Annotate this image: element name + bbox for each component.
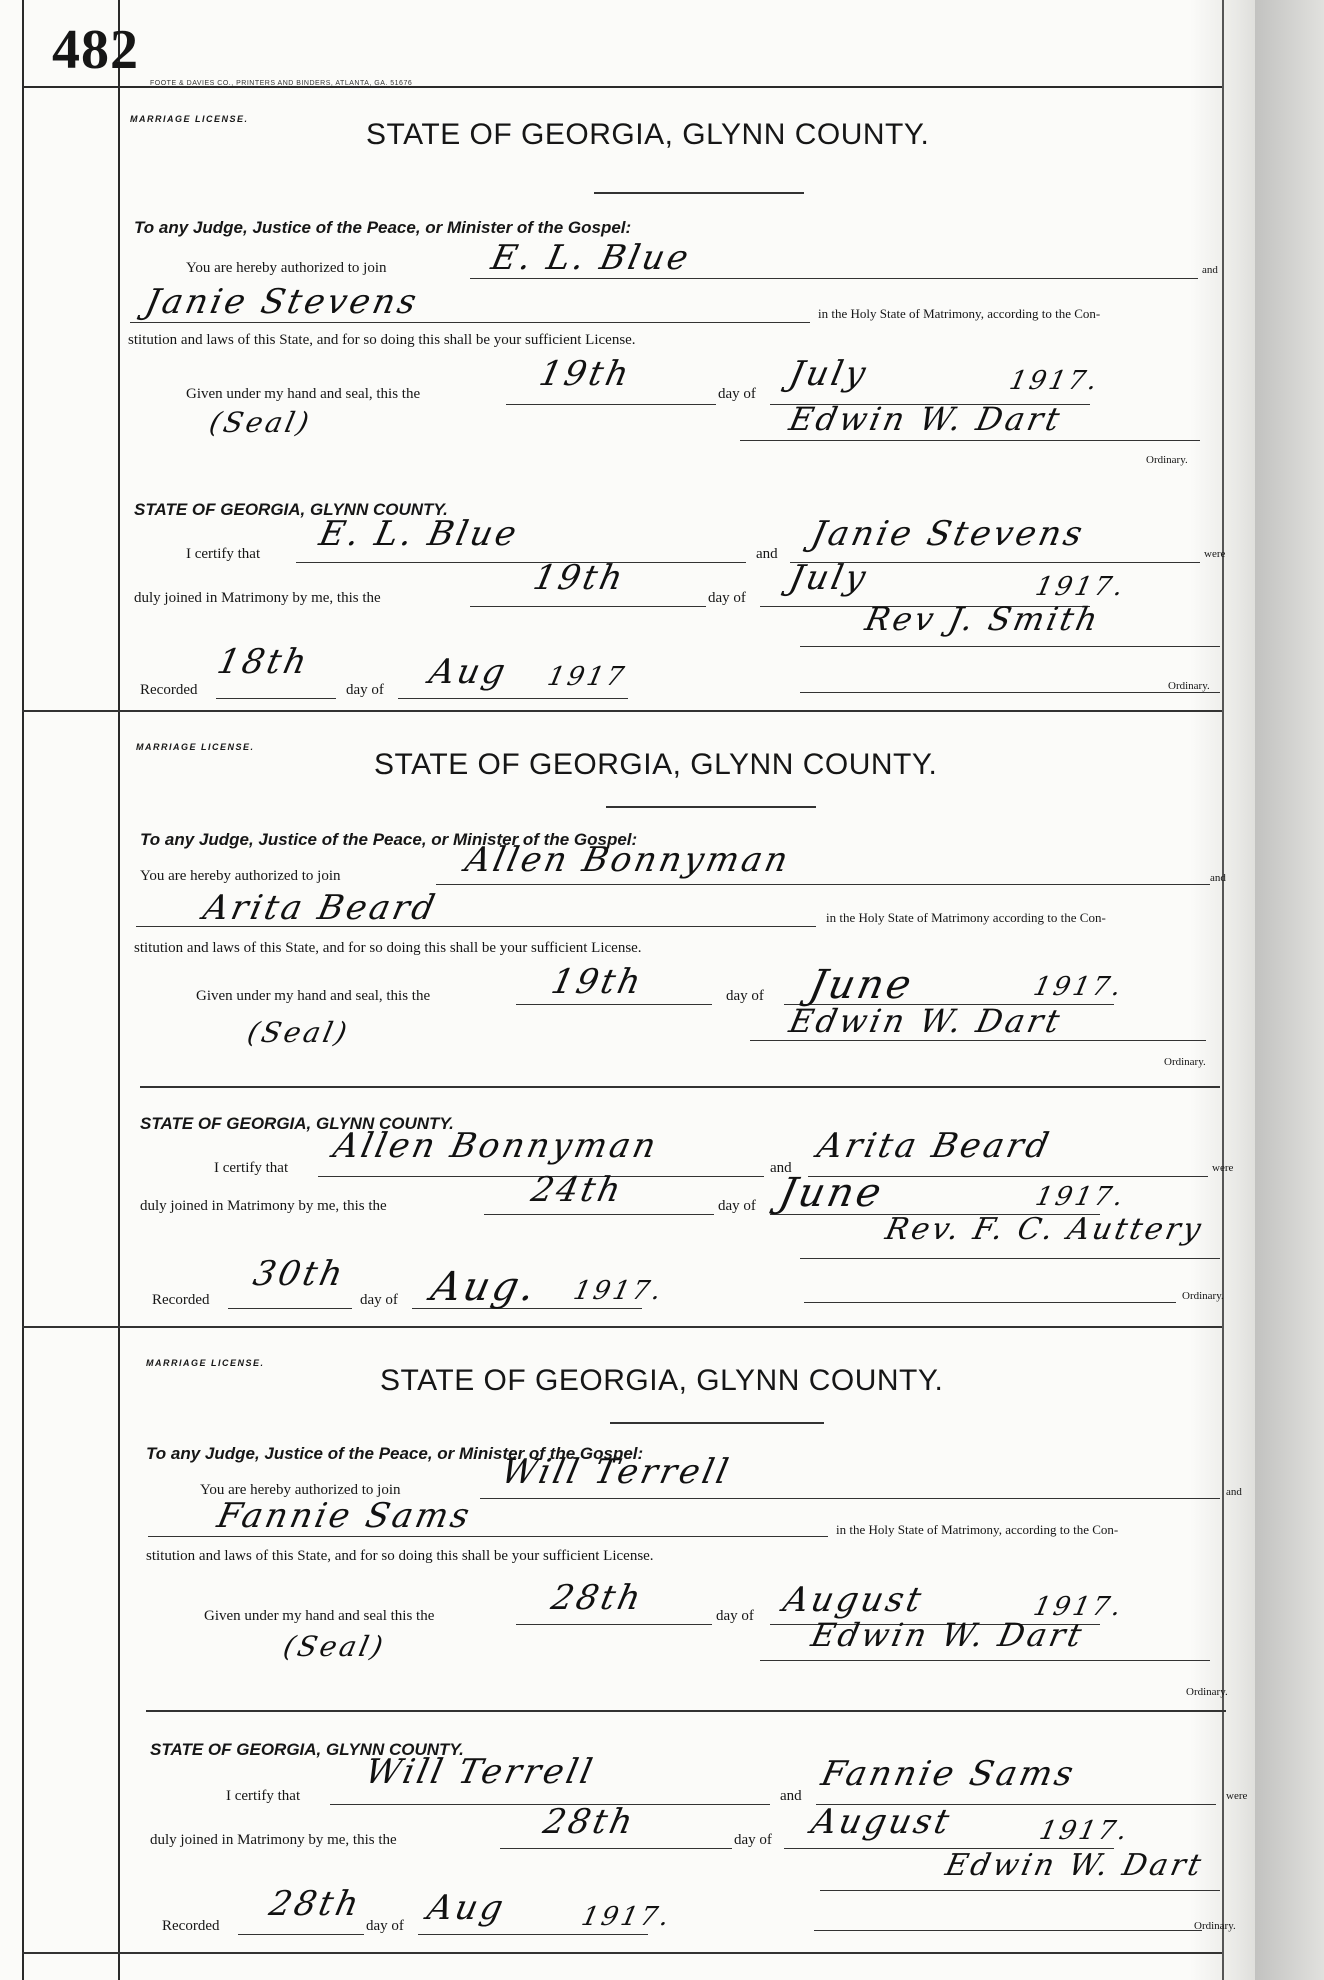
recorded-day-of: day of xyxy=(346,682,384,698)
holy-state-text: in the Holy State of Matrimony, according to the Con- xyxy=(836,1522,1119,1537)
recorded-month-line xyxy=(398,698,628,699)
license-divider xyxy=(140,1086,1220,1088)
license-day: 19th xyxy=(535,354,636,394)
address-line: To any Judge, Justice of the Peace, or Minister of the Gospel: xyxy=(140,830,638,849)
margin-rule-outer xyxy=(22,0,24,1980)
cert-and: and xyxy=(770,1160,792,1176)
constitution-text: stitution and laws of this State, and for so doing this shall be your sufficient License. xyxy=(146,1548,654,1564)
were-text: were xyxy=(1212,1162,1234,1174)
bride-line xyxy=(148,1536,828,1537)
record-divider xyxy=(22,1326,1222,1328)
day-of-text: day of xyxy=(718,386,756,402)
page-number: 482 xyxy=(52,19,139,81)
bride-name: Fannie Sams xyxy=(213,1496,476,1536)
recorded-ordinary-line xyxy=(800,692,1220,693)
cert-month: July xyxy=(785,558,872,598)
license-label: MARRIAGE LICENSE. xyxy=(136,742,255,752)
groom-line xyxy=(436,884,1210,885)
adjacent-page-edge xyxy=(1255,0,1324,1980)
license-month: June xyxy=(805,962,919,1008)
address-line: To any Judge, Justice of the Peace, or Minister of the Gospel: xyxy=(134,218,632,237)
cert-year: 1917. xyxy=(1032,572,1129,602)
printer-imprint: FOOTE & DAVIES CO., PRINTERS AND BINDERS, ATLANTA, GA. 51676 xyxy=(150,80,413,87)
ordinary-signature: Edwin W. Dart xyxy=(785,1002,1066,1040)
authorized-text: You are hereby authorized to join xyxy=(200,1482,401,1498)
cert-bride: Arita Beard xyxy=(813,1126,1056,1166)
bride-name: Arita Beard xyxy=(199,888,442,928)
cert-month: June xyxy=(775,1170,889,1216)
heading-rule xyxy=(610,1422,824,1424)
address-line: To any Judge, Justice of the Peace, or Minister of the Gospel: xyxy=(146,1444,644,1463)
cert-groom: Allen Bonnyman xyxy=(329,1126,663,1166)
recorded-day-line xyxy=(228,1308,352,1309)
cert-day: 28th xyxy=(539,1802,640,1842)
certify-text: I certify that xyxy=(186,546,261,562)
recorded-day: 28th xyxy=(265,1884,366,1924)
seal-mark: (Seal) xyxy=(244,1016,353,1049)
officiant-signature: Edwin W. Dart xyxy=(942,1848,1207,1883)
recorded-year: 1917. xyxy=(578,1902,675,1932)
officiant-signature: Rev J. Smith xyxy=(861,600,1104,638)
given-text: Given under my hand and seal this the xyxy=(204,1608,435,1624)
record-divider xyxy=(22,1952,1222,1954)
recorded-ordinary-line xyxy=(804,1302,1176,1303)
joined-text: duly joined in Matrimony by me, this the xyxy=(140,1198,387,1214)
day-of-text: day of xyxy=(726,988,764,1004)
and-text: and xyxy=(1202,264,1218,276)
cert-day: 24th xyxy=(527,1170,628,1210)
seal-mark: (Seal) xyxy=(206,406,315,439)
license-day: 19th xyxy=(547,962,648,1002)
recorded-ordinary-line xyxy=(814,1930,1202,1931)
recorded-day-line xyxy=(216,698,336,699)
given-text: Given under my hand and seal, this the xyxy=(186,386,421,402)
constitution-text: stitution and laws of this State, and for so doing this shall be your sufficient License. xyxy=(128,332,636,348)
constitution-text: stitution and laws of this State, and for so doing this shall be your sufficient License. xyxy=(134,940,642,956)
license-day-line xyxy=(506,404,716,405)
recorded-year: 1917. xyxy=(570,1276,667,1306)
and-text: and xyxy=(1210,872,1226,884)
recorded-ordinary: Ordinary. xyxy=(1168,680,1210,692)
were-text: were xyxy=(1204,548,1226,560)
cert-groom-line xyxy=(296,562,746,563)
ordinary-label: Ordinary. xyxy=(1146,454,1188,466)
ordinary-signature: Edwin W. Dart xyxy=(807,1616,1088,1654)
license-heading: STATE OF GEORGIA, GLYNN COUNTY. xyxy=(366,118,930,151)
groom-name: E. L. Blue xyxy=(487,238,695,278)
license-month: July xyxy=(785,354,872,394)
cert-year: 1917. xyxy=(1032,1182,1129,1212)
license-day-line xyxy=(516,1624,712,1625)
certificate-heading: STATE OF GEORGIA, GLYNN COUNTY. xyxy=(150,1740,464,1759)
license-label: MARRIAGE LICENSE. xyxy=(130,114,249,124)
officiant-line xyxy=(800,1258,1220,1259)
bride-name: Janie Stevens xyxy=(141,282,423,322)
ordinary-sig-line xyxy=(760,1660,1210,1661)
recorded-month: Aug xyxy=(425,652,512,692)
cert-day-of: day of xyxy=(734,1832,772,1848)
license-label: MARRIAGE LICENSE. xyxy=(146,1358,265,1368)
ordinary-label: Ordinary. xyxy=(1164,1056,1206,1068)
authorized-text: You are hereby authorized to join xyxy=(140,868,341,884)
authorized-text: You are hereby authorized to join xyxy=(186,260,387,276)
recorded-day: 18th xyxy=(213,642,314,682)
cert-day-line xyxy=(484,1214,714,1215)
record-divider xyxy=(22,710,1222,712)
cert-and: and xyxy=(780,1788,802,1804)
heading-rule xyxy=(606,806,816,808)
joined-text: duly joined in Matrimony by me, this the xyxy=(150,1832,397,1848)
certify-text: I certify that xyxy=(214,1160,289,1176)
recorded-text: Recorded xyxy=(152,1292,210,1308)
license-day: 28th xyxy=(547,1578,648,1618)
cert-day-line xyxy=(500,1848,732,1849)
cert-bride: Janie Stevens xyxy=(807,514,1089,554)
recorded-month-line xyxy=(418,1934,648,1935)
certificate-heading: STATE OF GEORGIA, GLYNN COUNTY. xyxy=(134,500,448,519)
certify-text: I certify that xyxy=(226,1788,301,1804)
ordinary-sig-line xyxy=(750,1040,1206,1041)
day-of-text: day of xyxy=(716,1608,754,1624)
cert-bride: Fannie Sams xyxy=(817,1754,1080,1794)
recorded-ordinary: Ordinary. xyxy=(1182,1290,1224,1302)
license-year: 1917. xyxy=(1030,972,1127,1002)
and-text: and xyxy=(1226,1486,1242,1498)
recorded-day-of: day of xyxy=(366,1918,404,1934)
recorded-ordinary: Ordinary. xyxy=(1194,1920,1236,1932)
certificate-heading: STATE OF GEORGIA, GLYNN COUNTY. xyxy=(140,1114,454,1133)
cert-groom: E. L. Blue xyxy=(315,514,523,554)
cert-year: 1917. xyxy=(1036,1816,1133,1846)
recorded-day-of: day of xyxy=(360,1292,398,1308)
were-text: were xyxy=(1226,1790,1248,1802)
license-year: 1917. xyxy=(1006,366,1103,396)
joined-text: duly joined in Matrimony by me, this the xyxy=(134,590,381,606)
cert-month: August xyxy=(807,1802,956,1842)
license-divider xyxy=(146,1710,1226,1712)
recorded-month: Aug xyxy=(423,1888,510,1928)
cert-and: and xyxy=(756,546,778,562)
groom-name: Allen Bonnyman xyxy=(461,840,795,880)
cert-day-line xyxy=(470,606,706,607)
cert-groom: Will Terrell xyxy=(361,1752,599,1792)
license-day-line xyxy=(516,1004,712,1005)
heading-rule xyxy=(594,192,804,194)
groom-line xyxy=(470,278,1198,279)
recorded-text: Recorded xyxy=(140,682,198,698)
cert-day: 19th xyxy=(529,558,630,598)
recorded-month: Aug. xyxy=(427,1264,542,1310)
bride-line xyxy=(130,322,810,323)
margin-rule-inner xyxy=(118,0,120,1980)
holy-state-text: in the Holy State of Matrimony, according to the Con- xyxy=(818,306,1101,321)
license-year: 1917. xyxy=(1030,1592,1127,1622)
holy-state-text: in the Holy State of Matrimony according to the Con- xyxy=(826,910,1106,925)
license-heading: STATE OF GEORGIA, GLYNN COUNTY. xyxy=(380,1364,944,1397)
license-heading: STATE OF GEORGIA, GLYNN COUNTY. xyxy=(374,748,938,781)
officiant-line xyxy=(800,646,1220,647)
cert-day-of: day of xyxy=(708,590,746,606)
seal-mark: (Seal) xyxy=(280,1630,389,1663)
groom-line xyxy=(480,1498,1220,1499)
right-margin-rule xyxy=(1222,0,1224,1980)
ordinary-signature: Edwin W. Dart xyxy=(785,400,1066,438)
recorded-year: 1917 xyxy=(544,662,630,692)
recorded-day: 30th xyxy=(249,1254,350,1294)
officiant-line xyxy=(820,1890,1220,1891)
cert-day-of: day of xyxy=(718,1198,756,1214)
recorded-text: Recorded xyxy=(162,1918,220,1934)
groom-name: Will Terrell xyxy=(497,1452,735,1492)
license-month: August xyxy=(779,1580,928,1620)
recorded-day-line xyxy=(238,1934,364,1935)
given-text: Given under my hand and seal, this the xyxy=(196,988,431,1004)
ordinary-sig-line xyxy=(740,440,1200,441)
ordinary-label: Ordinary. xyxy=(1186,1686,1228,1698)
officiant-signature: Rev. F. C. Auttery xyxy=(882,1212,1207,1247)
